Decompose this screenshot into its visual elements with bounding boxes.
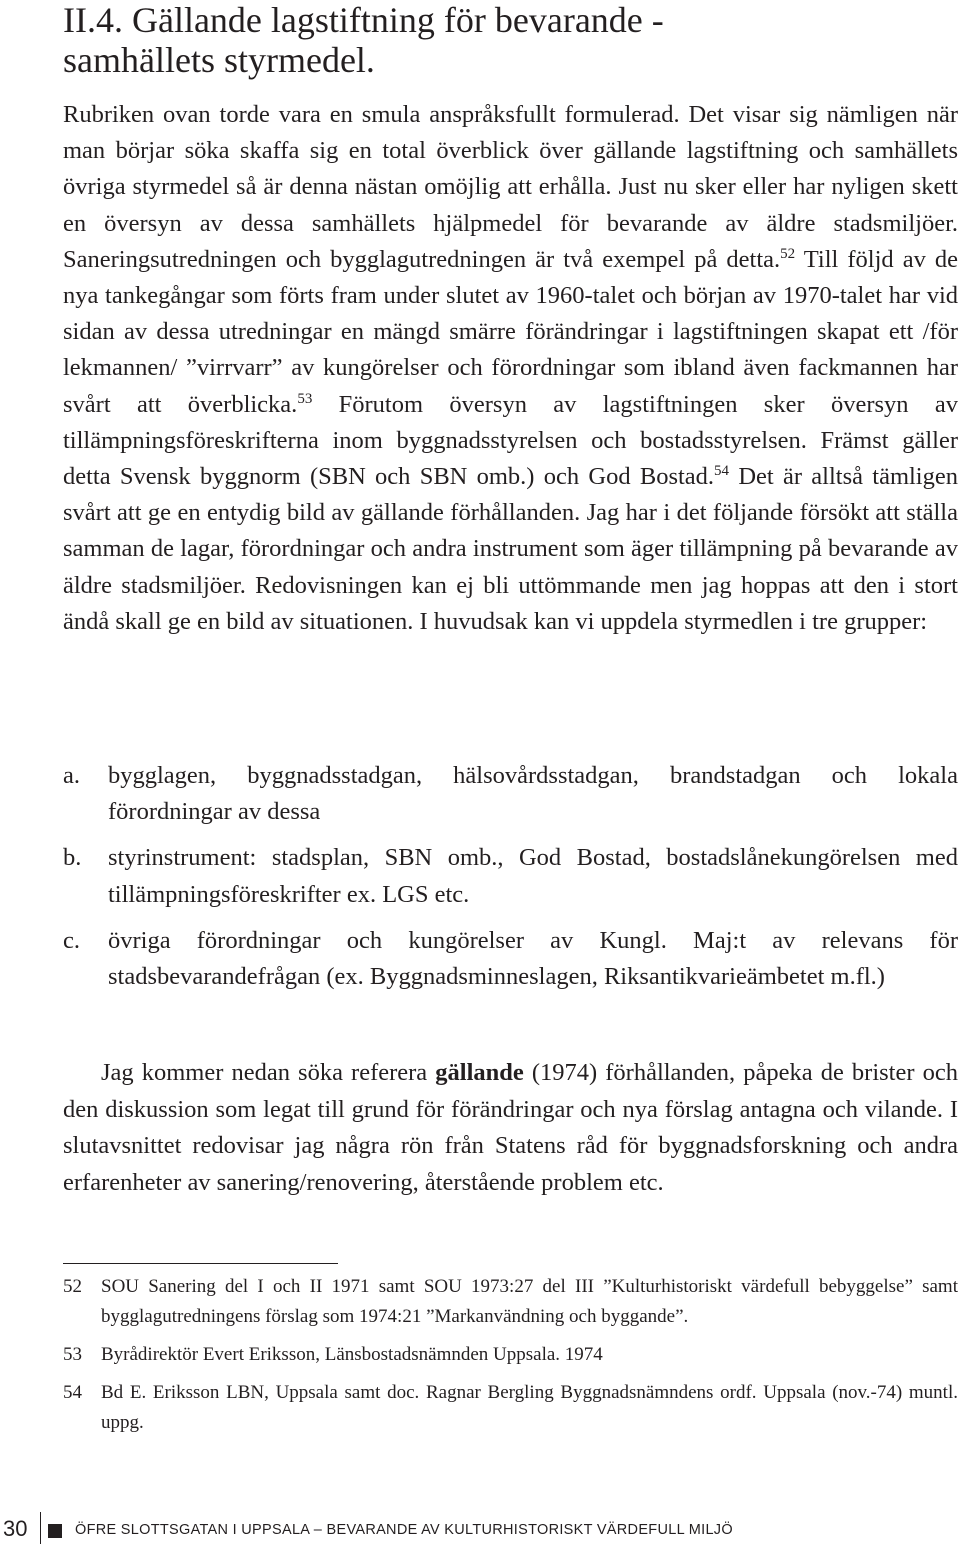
footnote-text: Byrådirektör Evert Eriksson, Länsbostadsnämnden Uppsala. 1974 xyxy=(101,1344,603,1365)
list-item xyxy=(63,840,958,912)
footnote-ref-54[interactable]: 54 xyxy=(714,463,730,480)
list-item-text: bygglagen, byggnadsstadgan, hälsovårdsstadgan, brandstadgan och lokala förordningar av dessa xyxy=(108,762,958,826)
closing-paragraph xyxy=(63,1055,958,1201)
footnote-ref-53[interactable]: 53 xyxy=(297,390,313,407)
list-item xyxy=(63,923,958,995)
list-item xyxy=(63,758,958,830)
section-heading xyxy=(63,0,943,80)
heading-line-1: II.4. Gällande lagstiftning för bevarande - xyxy=(63,0,664,40)
closing-bold-term: gällande xyxy=(435,1059,524,1086)
intro-text-1: Rubriken ovan torde vara en smula anspråksfullt formulerad. Det visar sig nämligen när man börjar söka skaffa sig en total överblick över gällande lagstiftning och samhällets övriga styrmedel så är denna nästan omöjlig att erhålla. Just nu sker eller har nyligen skett en översyn av dessa samhällets hjälpmedel för bevarande av äldre stadsmiljöer. Saneringsutredningen och bygglagutredningen är två exempel på detta. xyxy=(63,101,958,273)
footnote-number: 52 xyxy=(63,1276,82,1297)
footnote-number: 53 xyxy=(63,1344,82,1365)
heading-line-2: samhällets styrmedel. xyxy=(63,40,375,80)
intro-text-3: Förutom översyn av lagstiftningen sker översyn av tillämpningsföreskrifterna inom byggnadsstyrelsen och bostadsstyrelsen. Främst gäller detta Svensk byggnorm (SBN och SBN omb.) och God Bostad. xyxy=(63,390,958,491)
closing-text-before: Jag kommer nedan söka referera xyxy=(101,1059,436,1086)
footnote-number: 54 xyxy=(63,1382,82,1403)
footnote-ref-52[interactable]: 52 xyxy=(780,245,796,262)
intro-text-4: Det är alltså tämligen svårt att ge en entydig bild av gällande förhållanden. Jag har i det följande försökt att ställa samman de lagar, förordningar och andra instrument som äger tillämpning på bevarande av äldre stadsmiljöer. Redovisningen kan ej bli uttömmande men jag hoppas att den i stort ändå skall ge en bild av situationen. I huvudsak kan vi uppdela styrmedlen i tre grupper: xyxy=(63,463,958,635)
list-marker: a. xyxy=(63,762,80,789)
footnotes xyxy=(63,1272,958,1446)
footnote-52 xyxy=(63,1272,958,1332)
footer-divider xyxy=(40,1512,41,1544)
list-item-text: övriga förordningar och kungörelser av Kungl. Maj:t av relevans för stadsbevarandefrågan (ex. Byggnadsminneslagen, Riksantikvarieämbetet m.fl.) xyxy=(108,926,958,991)
page-number: 30 xyxy=(3,1516,28,1541)
footnote-text: Bd E. Eriksson LBN, Uppsala samt doc. Ragnar Bergling Byggnadsnämndens ordf. Uppsala (nov.-74) muntl. uppg. xyxy=(101,1382,958,1433)
footnote-text: SOU Sanering del I och II 1971 samt SOU 1973:27 del III ”Kulturhistoriskt värdefull bebyggelse” samt bygglagutredningens förslag som 1974:21 ”Markanvändning och byggande”. xyxy=(101,1276,958,1327)
closing-text-after: (1974) förhållanden, påpeka de brister och den diskussion som legat till grund för förändringar och nya förslag antagna och vilande. I slutavsnittet redovisar jag några rön från Statens råd för byggnadsforskning och andra erfarenheter av sanering/renovering, återstående problem etc. xyxy=(63,1059,958,1196)
footnote-divider xyxy=(63,1263,338,1264)
instrument-group-list xyxy=(63,758,958,1005)
running-title: ÖFRE SLOTTSGATAN I UPPSALA – BEVARANDE AV KULTURHISTORISKT VÄRDEFULL MILJÖ xyxy=(75,1522,733,1538)
list-marker: b. xyxy=(63,844,82,872)
page-footer xyxy=(0,1512,960,1542)
list-item-text: styrinstrument: stadsplan, SBN omb., God Bostad, bostadslånekungörelsen med tillämpningsföreskrifter ex. LGS etc. xyxy=(108,844,958,908)
footer-square-icon xyxy=(48,1524,62,1538)
list-marker: c. xyxy=(63,926,80,954)
footnote-53 xyxy=(63,1340,958,1370)
intro-text-2: Till följd av de nya tankegångar som förts fram under slutet av 1960-talet och början av 1970-talet har vid sidan av dessa utredningar en mängd smärre förändringar i lagstiftningen skapat ett /för lekmannen/ ”virrvarr” av kungörelser och förordningar som ibland även fackmannen har svårt att överblicka. xyxy=(63,245,958,418)
intro-paragraph xyxy=(63,97,958,640)
footnote-54 xyxy=(63,1378,958,1438)
